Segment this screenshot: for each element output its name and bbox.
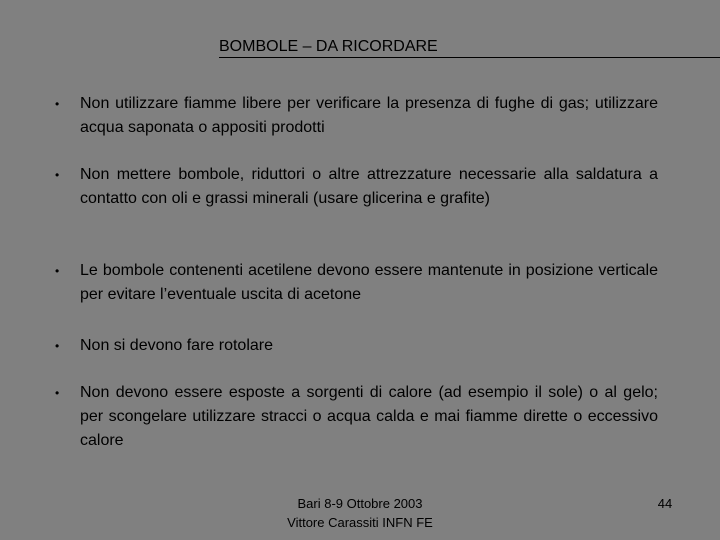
bullet-text: Non si devono fare rotolare: [80, 337, 273, 354]
bullet-text: Non devono essere esposte a sorgenti di calore (ad esempio il sole) o al gelo; per scongelare utilizzare stracci o acqua calda e mai fiamme dirette o eccessivo calore: [80, 384, 658, 449]
footer-credit: [260, 494, 460, 532]
footer-event-date: Bari 8-9 Ottobre 2003: [297, 496, 423, 511]
page-number: 44: [657, 496, 673, 511]
footer-author: Vittore Carassiti INFN FE: [287, 515, 433, 530]
bullet-dot-icon: •: [55, 386, 60, 400]
bullet-text: Non mettere bombole, riduttori o altre attrezzature necessarie alla saldatura a contatto con oli e grassi minerali (usare glicerina e grafite): [80, 166, 658, 207]
bullet-text: Le bombole contenenti acetilene devono essere mantenute in posizione verticale per evitare l’eventuale uscita di acetone: [80, 262, 658, 303]
bullet-dot-icon: •: [55, 264, 60, 278]
slide-title: BOMBOLE – DA RICORDARE: [219, 37, 720, 58]
bullet-dot-icon: •: [55, 97, 60, 111]
bullet-dot-icon: •: [55, 339, 60, 353]
bullet-dot-icon: •: [55, 168, 60, 182]
bullet-text: Non utilizzare fiamme libere per verificare la presenza di fughe di gas; utilizzare acqua saponata o appositi prodotti: [80, 95, 658, 136]
